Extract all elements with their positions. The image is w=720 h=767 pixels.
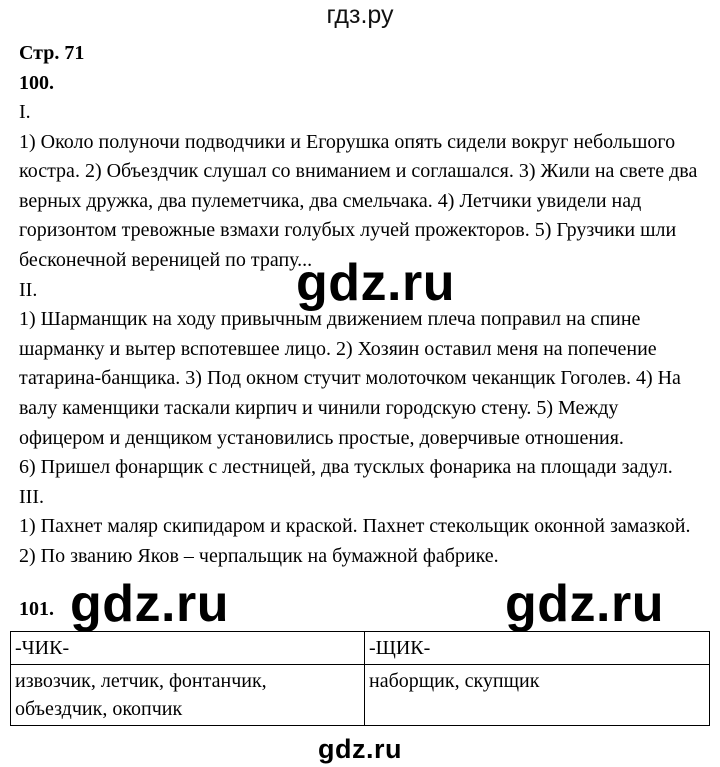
section-3-line: 2) По званию Яков – черпальщик на бумажной фабрике. [19, 544, 499, 567]
section-2-line: шарманку и вытер вспотевшее лицо. 2) Хозяин оставил меня на попечение [19, 337, 657, 360]
section-3-line: 1) Пахнет маляр скипидаром и краской. Пахнет стекольщик оконной замазкой. [19, 515, 691, 538]
table-row [11, 665, 710, 726]
section-2-line: 6) Пришел фонарщик с лестницей, два тусклых фонарика на площади задул. [19, 456, 673, 479]
section-1-line: костра. 2) Объездчик слушал со вниманием и соглашался. 3) Жили на свете два [19, 160, 698, 183]
watermark-gdz-footer: gdz.ru [318, 734, 402, 764]
suffix-table [10, 631, 710, 726]
cell-line: объездчик, окопчик [15, 698, 183, 720]
header-chik: -ЧИК- [11, 632, 365, 665]
task-100-number: 100. [19, 72, 54, 94]
section-2-roman: II. [19, 278, 38, 301]
section-1-line: верных дружка, два пулеметчика, два смельчака. 4) Летчики увидели над [19, 189, 642, 212]
section-2-line: татарина-банщика. 3) Под окном стучит молоточком чеканщик Гоголев. 4) На [19, 367, 681, 390]
cell-shchik-words [365, 665, 710, 726]
section-2-line: валу каменщики таскали кирпич и чинили городскую стену. 5) Между [19, 396, 619, 419]
cell-line: наборщик, скупщик [369, 670, 540, 692]
section-2-line: офицером и денщиком установились простые, доверчивые отношения. [19, 426, 624, 449]
header-shchik: -ЩИК- [365, 632, 710, 665]
section-3-roman: III. [19, 485, 44, 508]
section-2-line: 1) Шарманщик на ходу привычным движением плеча поправил на спине [19, 308, 641, 331]
table-header-row [11, 632, 710, 665]
site-header-title: гдз.ру [326, 1, 394, 29]
watermark-gdz: gdz.ru [296, 254, 455, 312]
cell-chik-words [11, 665, 365, 726]
page-label: Стр. 71 [19, 42, 85, 64]
section-1-roman: I. [19, 101, 31, 123]
watermark-gdz: gdz.ru [70, 575, 229, 633]
section-1-line: бесконечной вереницей по трапу... [19, 248, 313, 271]
section-1-line: горизонтом тревожные взмахи голубых лучей прожекторов. 5) Грузчики шли [19, 219, 677, 242]
cell-line: извозчик, летчик, фонтанчик, [15, 670, 267, 692]
section-1-line: 1) Около полуночи подводчики и Егорушка опять сидели вокруг небольшого [19, 130, 676, 153]
task-101-number: 101. [19, 598, 54, 620]
watermark-gdz: gdz.ru [505, 575, 664, 633]
